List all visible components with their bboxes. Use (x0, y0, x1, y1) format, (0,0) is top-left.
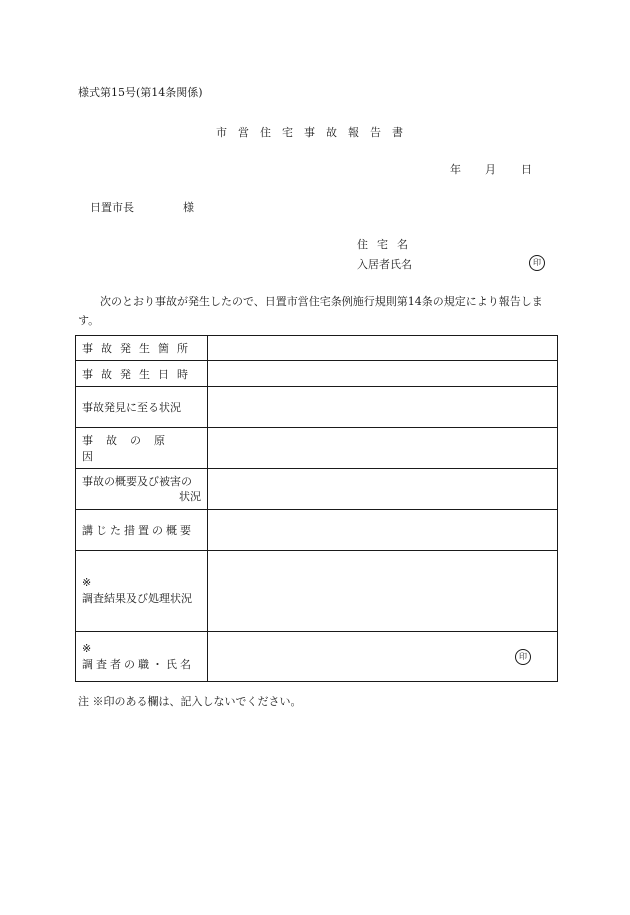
field-accident-location[interactable] (208, 336, 558, 361)
label-damage-summary-line1: 事故の概要及び被害の (82, 475, 192, 488)
field-measures-taken[interactable] (208, 510, 558, 551)
field-discovery-circumstances[interactable] (208, 387, 558, 428)
label-accident-location: 事故発生箇所 (76, 336, 208, 361)
table-row (76, 428, 558, 469)
date-month-label: 月 (485, 163, 496, 176)
report-body-text: 次のとおり事故が発生したので、日置市営住宅条例施行規則第14条の規定により報告します。 (78, 295, 543, 327)
field-investigation-result[interactable] (208, 551, 558, 632)
field-damage-summary[interactable] (208, 469, 558, 510)
document-title: 市営住宅事故報告書 (216, 126, 414, 139)
label-investigator-text: 調査者の職・氏名 (82, 657, 194, 671)
resident-seal-icon: 印 (529, 255, 545, 271)
label-investigation-result (76, 551, 208, 632)
table-row (76, 336, 558, 361)
table-row (76, 387, 558, 428)
footnote: 注 ※印のある欄は、記入しないでください。 (78, 695, 302, 708)
field-accident-datetime[interactable] (208, 361, 558, 387)
field-investigator[interactable] (208, 632, 558, 682)
accident-report-table (75, 335, 558, 682)
label-measures-taken: 講じた措置の概要 (76, 510, 208, 551)
residence-name-label: 住宅名 (357, 238, 417, 251)
table-row (76, 551, 558, 632)
investigator-seal-icon: 印 (515, 649, 531, 665)
label-discovery-circumstances: 事故発見に至る状況 (76, 387, 208, 428)
field-accident-cause[interactable] (208, 428, 558, 469)
label-investigator (76, 632, 208, 682)
label-investigation-result-text: 調査結果及び処理状況 (82, 592, 192, 605)
label-accident-datetime: 事故発生日時 (76, 361, 208, 387)
table-row (76, 361, 558, 387)
table-row (76, 469, 558, 510)
date-day-label: 日 (521, 163, 532, 176)
addressee-honorific: 様 (183, 201, 194, 214)
addressee-name: 日置市長 (90, 201, 134, 214)
table-row (76, 632, 558, 682)
date-year-label: 年 (450, 163, 461, 176)
reference-mark: ※ (82, 641, 95, 655)
form-number: 様式第15号(第14条関係) (78, 86, 203, 99)
reference-mark: ※ (82, 576, 92, 589)
label-accident-cause: 事故の原因 (76, 428, 208, 469)
label-damage-summary (76, 469, 208, 510)
resident-name-label: 入居者氏名 (357, 258, 412, 271)
label-damage-summary-line2: 状況 (179, 490, 201, 503)
table-row (76, 510, 558, 551)
